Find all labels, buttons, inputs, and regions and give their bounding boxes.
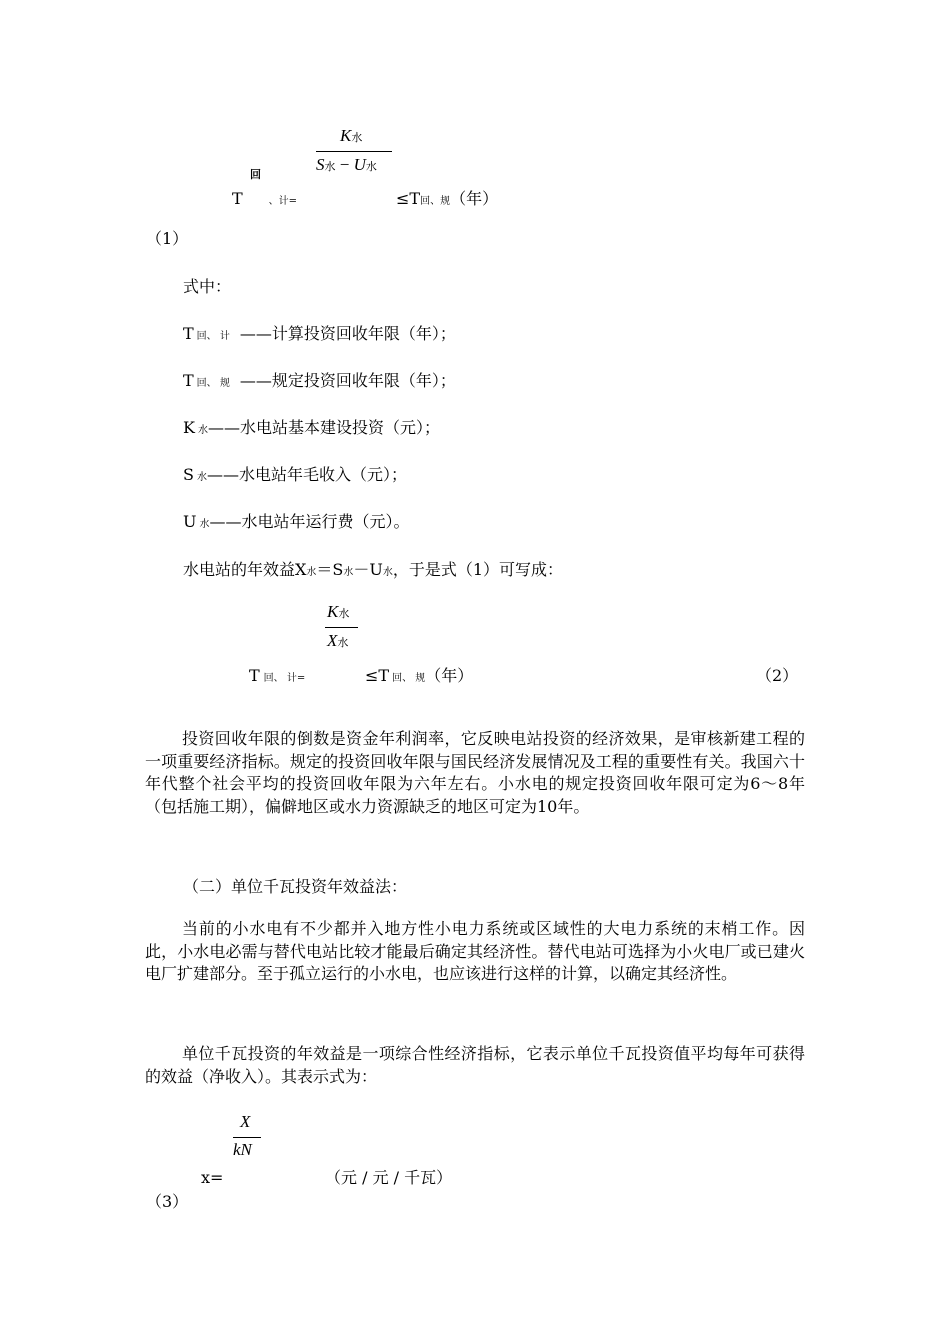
formula-2-numerator: K水 <box>327 602 350 621</box>
definition-item: U水——水电站年运行费（元）。 <box>183 512 410 531</box>
paragraph-payback: 投资回收年限的倒数是资金年利润率，它反映电站投资的经济效果，是审核新建工程的一项重要经济指标。规定的投资回收年限与国民经济发展情况及工程的重要性有关。我国六十年代整个社会平均的投资回收年限为六年左右。小水电的规定投资回收年限可定为6～8年（包括施工期），偏僻地区或水力资源缺乏的地区可定为10年。 <box>145 729 805 816</box>
annual-benefit-sentence: 水电站的年效益X水＝S水－U水，于是式（1）可写成： <box>183 560 564 579</box>
formula-2-lhs: T回、 计= <box>249 666 306 685</box>
formula-3-number: （3） <box>146 1192 189 1211</box>
definition-item: T回、 计 ——计算投资回收年限（年）； <box>183 324 456 343</box>
formula-2-number: （2） <box>756 666 799 685</box>
definition-item: K水——水电站基本建设投资（元）； <box>183 418 440 437</box>
where-label: 式中： <box>183 277 232 296</box>
formula-1-denominator: S水 − U水 <box>316 155 377 174</box>
formula-1-lhs: T 、计= <box>232 189 298 208</box>
hui-glyph: 回 <box>250 168 261 181</box>
formula-3-denominator: kN <box>233 1140 252 1159</box>
formula-3-lhs: x= <box>201 1168 224 1187</box>
formula-2-denominator: X水 <box>327 631 349 650</box>
definition-item: S水——水电站年毛收入（元）； <box>183 465 407 484</box>
fraction-bar <box>233 1137 261 1138</box>
fraction-bar <box>316 151 392 152</box>
formula-2-rhs: ≤T 回、 规（年） <box>365 666 474 685</box>
formula-3-numerator: X <box>240 1112 251 1131</box>
fraction-bar <box>325 627 358 628</box>
formula-3-unit: （元 / 元 / 千瓦） <box>325 1168 453 1187</box>
section-heading: （二）单位千瓦投资年效益法： <box>183 877 408 896</box>
paragraph-current-situation: 当前的小水电有不少都并入地方性小电力系统或区域性的大电力系统的末梢工作。因此，小水电必需与替代电站比较才能最后确定其经济性。替代电站可选择为小火电厂或已建火电厂扩建部分。至于孤立运行的小水电，也应该进行这样的计算，以确定其经济性。 <box>145 919 805 983</box>
formula-1-rhs: ≤T回、规（年） <box>396 189 499 208</box>
definition-item: T回、 规 ——规定投资回收年限（年）； <box>183 371 456 390</box>
formula-1-number: （1） <box>146 229 189 248</box>
paragraph-unit-investment: 单位千瓦投资的年效益是一项综合性经济指标，它表示单位千瓦投资值平均每年可获得的效益（净收入）。其表示式为： <box>145 1044 805 1086</box>
formula-1-numerator: K水 <box>340 126 363 145</box>
